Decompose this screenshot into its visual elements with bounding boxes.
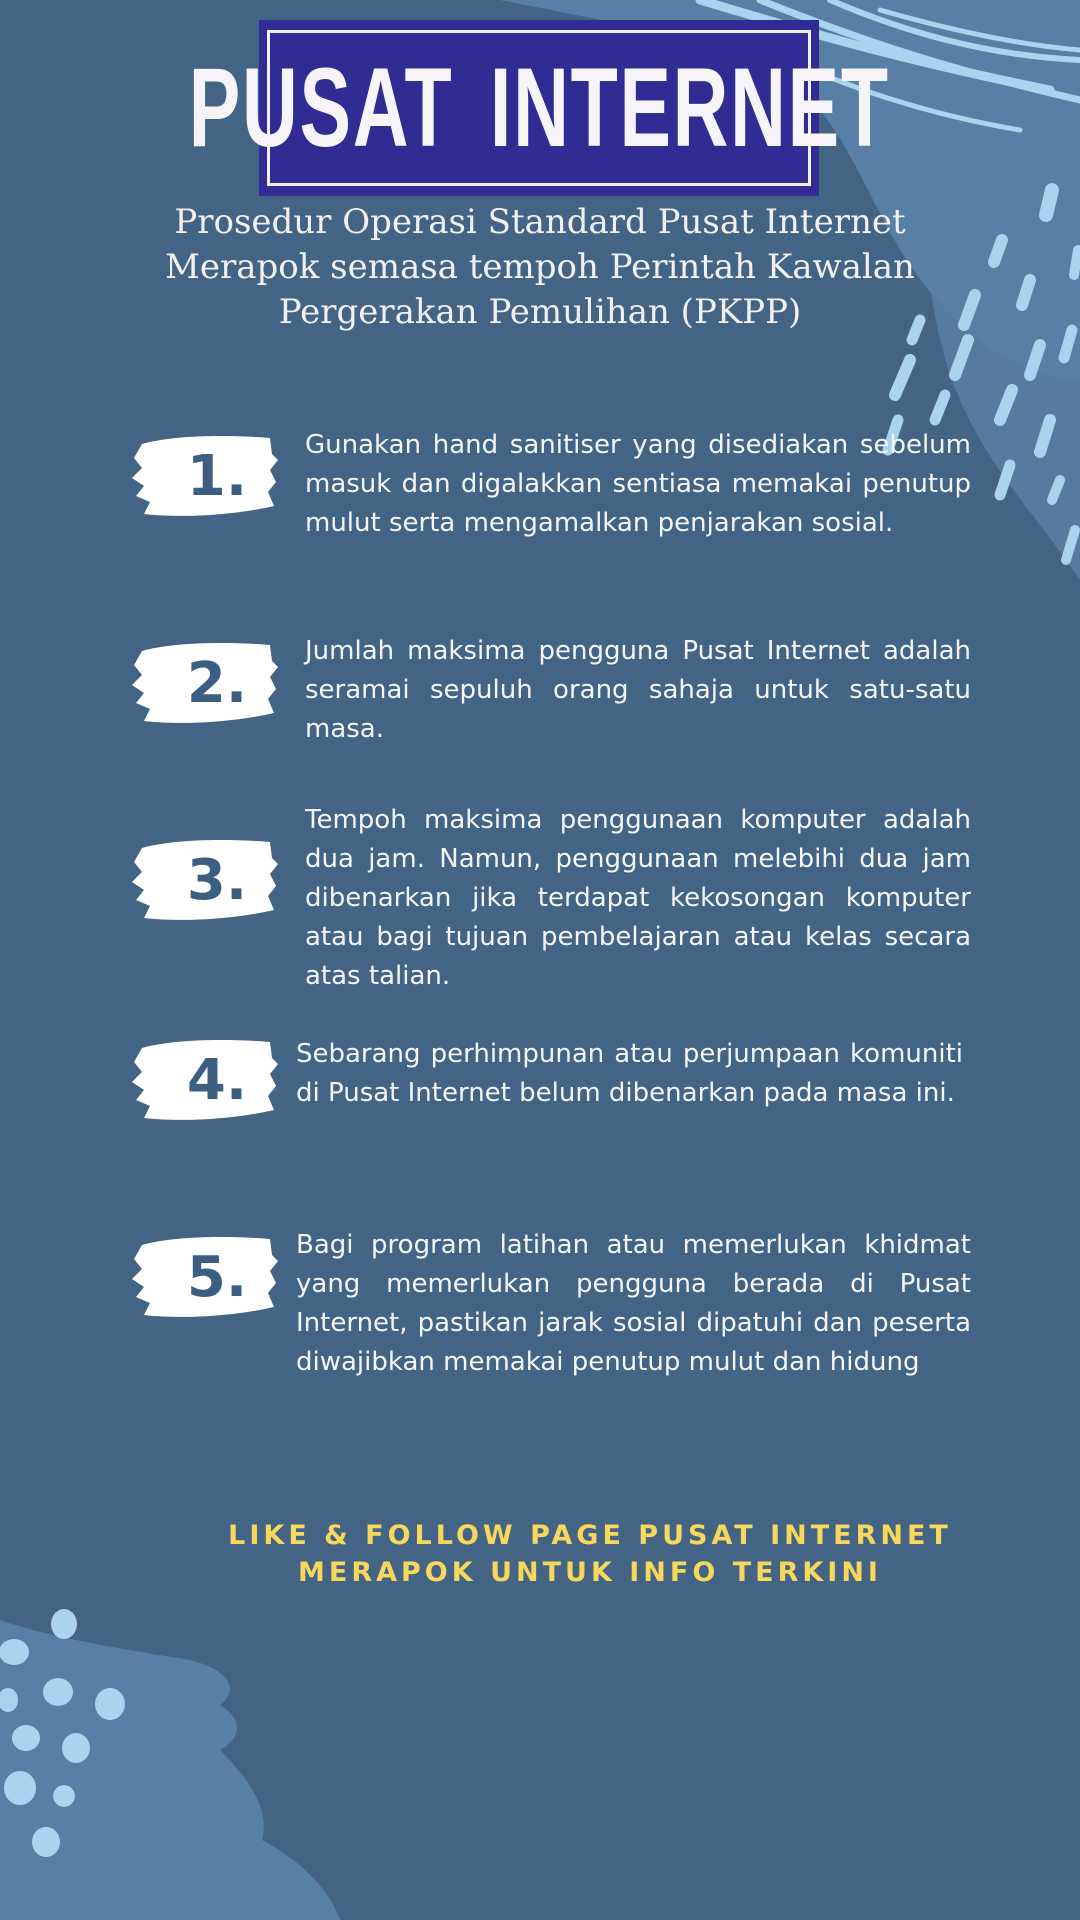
step-text-2: Jumlah maksima pengguna Pusat Internet adalah seramai sepuluh orang sahaja untuk satu-satu masa.: [305, 636, 971, 744]
step-badge-4: [130, 1034, 280, 1126]
step-badge-5: [130, 1231, 280, 1323]
step-text-3: Tempoh maksima penggunaan komputer adalah dua jam. Namun, penggunaan melebihi dua jam dibenarkan jika terdapat kekosongan komputer atau bagi tujuan pembelajaran atau kelas secara atas talian.: [305, 805, 971, 991]
page-title: PUSAT INTERNET: [188, 45, 890, 171]
step-number-5: 5.: [186, 1244, 248, 1310]
step-text-5: Bagi program latihan atau memerlukan khidmat yang memerlukan pengguna berada di Pusat Internet, pastikan jarak sosial dipatuhi dan peserta diwajibkan memakai penutup mulut dan hidung: [296, 1230, 971, 1377]
step-text-4: Sebarang perhimpunan atau perjumpaan komuniti di Pusat Internet belum dibenarkan pada masa ini.: [296, 1039, 963, 1108]
title-banner: [188, 20, 890, 196]
step-number-3: 3.: [186, 847, 248, 913]
follow-call-to-action: [200, 1517, 980, 1591]
leaf-shape-bottom: [0, 1620, 340, 1920]
step-number-4: 4.: [186, 1047, 248, 1113]
step-badge-1: [130, 430, 280, 522]
step-text-1: Gunakan hand sanitiser yang disediakan sebelum masuk dan digalakkan sentiasa memakai penutup mulut serta mengamalkan penjarakan sosial.: [305, 430, 971, 538]
step-badge-2: [130, 637, 280, 729]
step-number-1: 1.: [186, 443, 248, 509]
page-subtitle: Prosedur Operasi Standard Pusat Internet Merapok semasa tempoh Perintah Kawalan Pergerakan Pemulihan (PKPP): [165, 202, 915, 332]
title-banner-frame: [188, 30, 890, 186]
step-number-2: 2.: [186, 650, 248, 716]
step-badge-3: [130, 834, 280, 926]
cta-line-2: MERAPOK UNTUK INFO TERKINI: [298, 1557, 882, 1588]
cta-line-1: LIKE & FOLLOW PAGE PUSAT INTERNET: [228, 1520, 952, 1551]
